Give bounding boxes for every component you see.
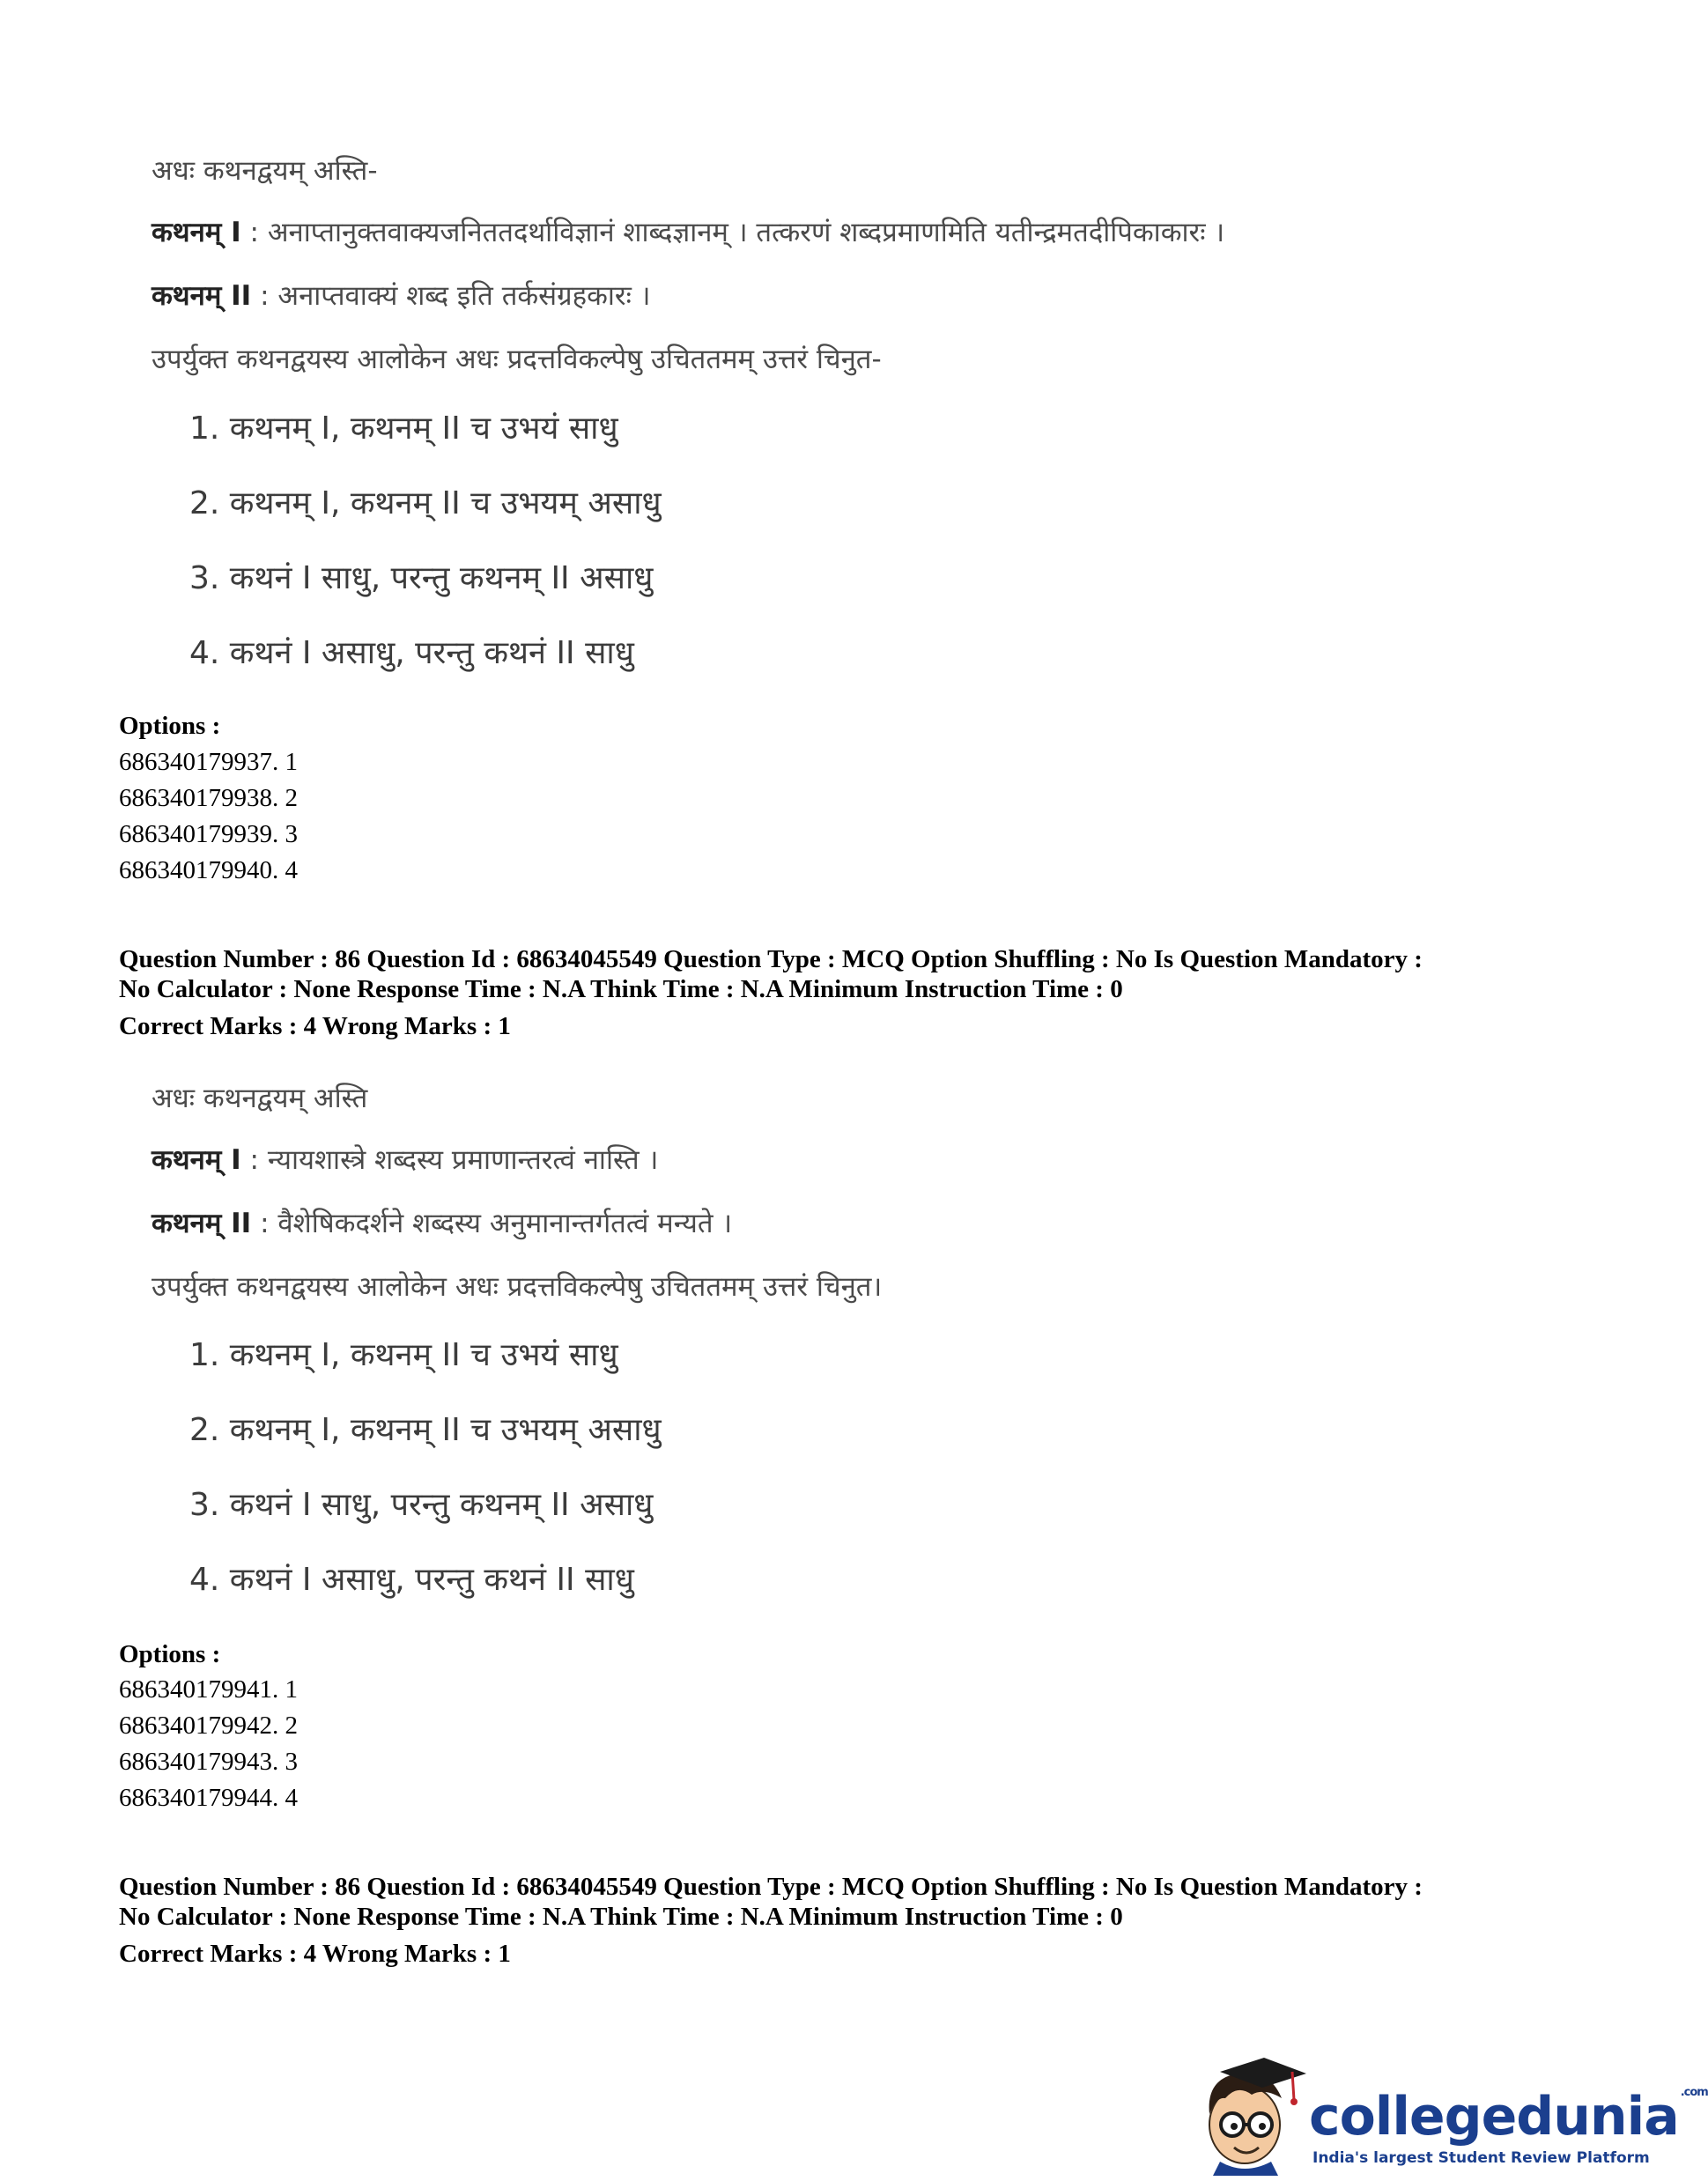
options-2-heading: Options : <box>119 1640 221 1668</box>
block1-statement-1-label: कथनम् I <box>152 217 241 248</box>
block1-statement-2-text: : अनाप्तवाक्यं शब्द इति तर्कसंग्रहकारः । <box>260 280 651 312</box>
brand-name: collegedunia <box>1309 2086 1679 2148</box>
block2-statement-1 <box>152 1141 658 1178</box>
list-item: 686340179940. 4 <box>119 856 298 884</box>
options-1-list <box>119 744 298 889</box>
block2-choice-3: 3. कथनं I साधु, परन्तु कथनम् II असाधु <box>189 1487 654 1523</box>
list-item: 686340179937. 1 <box>119 748 298 776</box>
options-1-heading: Options : <box>119 712 221 740</box>
block2-intro: अधः कथनद्वयम् अस्ति <box>152 1083 368 1114</box>
block1-choice-4: 4. कथनं I असाधु, परन्तु कथनं II साधु <box>189 635 634 671</box>
block2-instruction: उपर्युक्त कथनद्वयस्य आलोकेन अधः प्रदत्तविकल्पेषु उचिततमम् उत्तरं चिनुत। <box>152 1271 883 1303</box>
brand-logo <box>1309 2086 1708 2148</box>
question-meta-2 <box>119 1872 1423 1969</box>
block2-choice-1: 1. कथनम् I, कथनम् II च उभयं साधु <box>189 1337 618 1373</box>
mascot-icon <box>1194 2052 1308 2176</box>
block1-instruction: उपर्युक्त कथनद्वयस्य आलोकेन अधः प्रदत्तविकल्पेषु उचिततमम् उत्तरं चिनुत- <box>152 344 882 375</box>
question-meta-1 <box>119 944 1423 1041</box>
question-meta-2-marks: Correct Marks : 4 Wrong Marks : 1 <box>119 1940 511 1968</box>
options-2-list <box>119 1672 298 1816</box>
list-item: 686340179944. 4 <box>119 1784 298 1812</box>
block2-statement-1-text: : न्यायशास्त्रे शब्दस्य प्रमाणान्तरत्वं नास्ति । <box>249 1144 659 1176</box>
question-meta-2-line-2: No Calculator : None Response Time : N.A Think Time : N.A Minimum Instruction Time : 0 <box>119 1903 1123 1931</box>
block2-choice-4: 4. कथनं I असाधु, परन्तु कथनं II साधु <box>189 1562 634 1598</box>
block1-statement-1 <box>152 213 1224 250</box>
brand-tagline: India's largest Student Review Platform <box>1312 2149 1650 2167</box>
block2-statement-2-text: : वैशेषिकदर्शने शब्दस्य अनुमानान्तर्गतत्वं मन्यते । <box>260 1208 733 1239</box>
question-meta-1-line-1: Question Number : 86 Question Id : 68634045549 Question Type : MCQ Option Shuffling : No Is Question Mandatory : <box>119 945 1423 973</box>
block2-choice-2: 2. कथनम् I, कथनम् II च उभयम् असाधु <box>189 1412 662 1448</box>
list-item: 686340179941. 1 <box>119 1675 298 1704</box>
block2-statement-2-label: कथनम् II <box>152 1208 252 1239</box>
block2-statement-1-label: कथनम् I <box>152 1144 241 1176</box>
list-item: 686340179942. 2 <box>119 1712 298 1740</box>
list-item: 686340179943. 3 <box>119 1748 298 1776</box>
question-meta-2-line-1: Question Number : 86 Question Id : 68634045549 Question Type : MCQ Option Shuffling : No Is Question Mandatory : <box>119 1873 1423 1901</box>
brand-dotcom: .com <box>1680 2086 1708 2099</box>
block1-statement-2 <box>152 277 650 314</box>
block1-choice-1: 1. कथनम् I, कथनम् II च उभयं साधु <box>189 410 618 447</box>
block1-intro: अधः कथनद्वयम् अस्ति- <box>152 155 378 187</box>
block1-statement-1-text: : अनाप्तानुक्तवाक्यजनिततदर्थाविज्ञानं शाब्दज्ञानम् । तत्करणं शब्दप्रमाणमिति यतीन्द्रमतदीपिकाकारः । <box>249 217 1225 248</box>
block2-statement-2 <box>152 1204 732 1241</box>
block1-choice-2: 2. कथनम् I, कथनम् II च उभयम् असाधु <box>189 485 662 521</box>
question-meta-1-line-2: No Calculator : None Response Time : N.A Think Time : N.A Minimum Instruction Time : 0 <box>119 975 1123 1003</box>
block1-statement-2-label: कथनम् II <box>152 280 252 312</box>
list-item: 686340179938. 2 <box>119 784 298 812</box>
list-item: 686340179939. 3 <box>119 820 298 848</box>
block1-choice-3: 3. कथनं I साधु, परन्तु कथनम् II असाधु <box>189 560 654 596</box>
question-meta-1-marks: Correct Marks : 4 Wrong Marks : 1 <box>119 1012 511 1040</box>
